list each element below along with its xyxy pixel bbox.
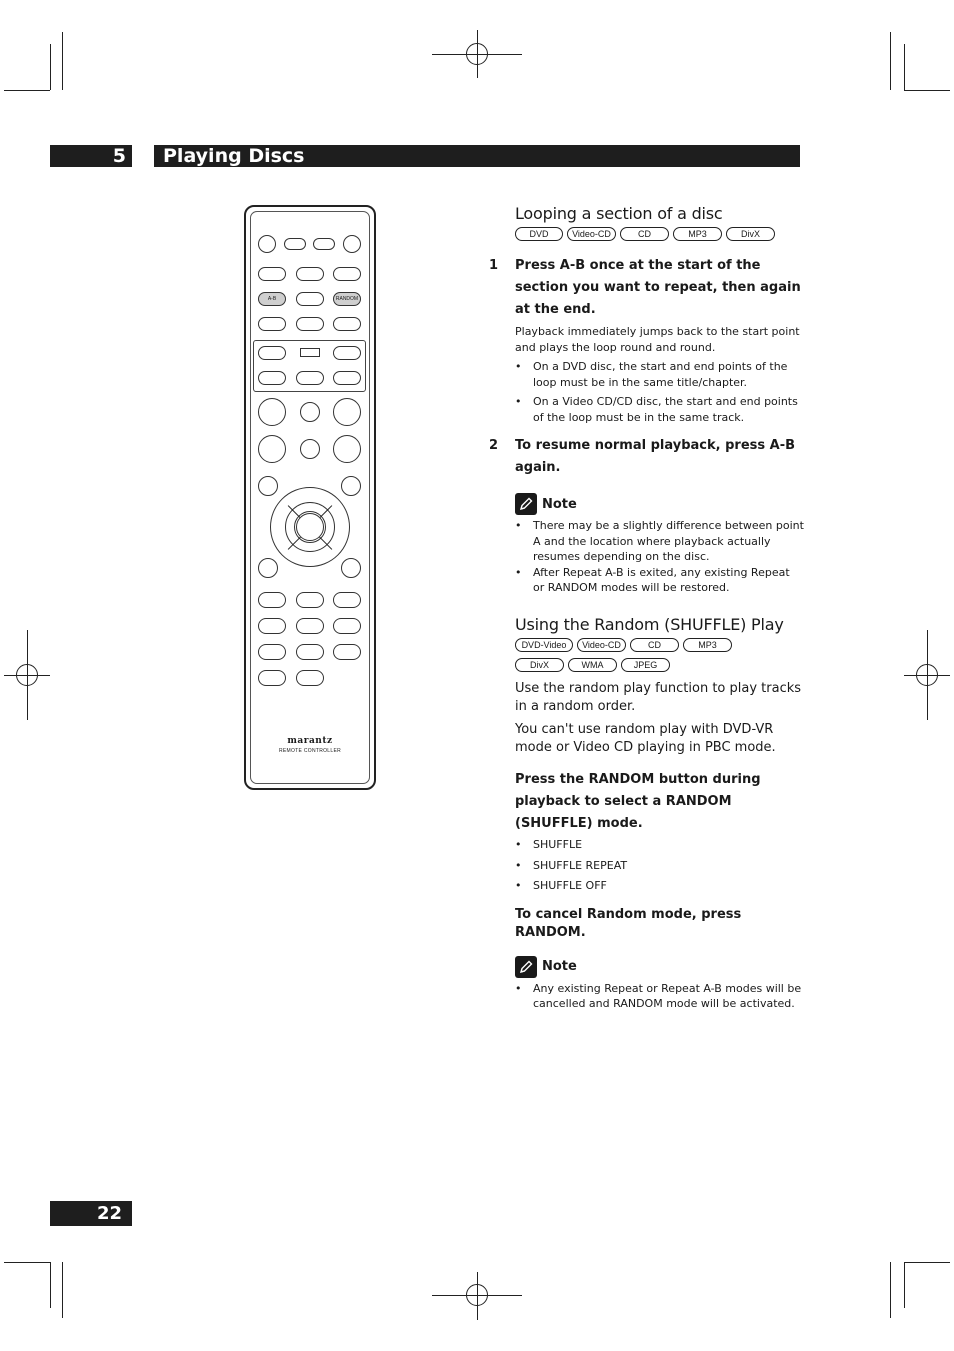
badge-cd: CD — [630, 638, 679, 652]
badge-video-cd: Video-CD — [577, 638, 626, 652]
loop-format-badges — [489, 227, 804, 241]
list-item: • After Repeat A-B is exited, any existing Repeat or RANDOM modes will be restored. — [515, 565, 804, 596]
list-item: • SHUFFLE OFF — [515, 878, 804, 894]
loop-section — [489, 204, 804, 596]
badge-divx: DivX — [515, 658, 564, 672]
remote-brand-logo: marantz — [287, 736, 333, 746]
badge-cd: CD — [620, 227, 669, 241]
badge-divx: DivX — [726, 227, 775, 241]
note-label: Note — [542, 496, 577, 512]
badge-dvd-video: DVD-Video — [515, 638, 573, 652]
list-item: • SHUFFLE REPEAT — [515, 858, 804, 874]
random-section — [489, 615, 804, 1012]
list-item: • On a DVD disc, the start and end points of the loop must be in the same title/chapter. — [515, 359, 804, 390]
chapter-number: 5 — [50, 145, 132, 167]
random-note-heading — [489, 956, 804, 978]
step-number: 1 — [489, 258, 499, 273]
random-cancel: To cancel Random mode, press RANDOM. — [515, 906, 742, 940]
badge-mp3: MP3 — [673, 227, 722, 241]
pencil-icon — [515, 493, 537, 515]
random-para-2: You can't use random play with DVD-VR mode or Video CD playing in PBC mode. — [515, 722, 776, 755]
random-note-bullets — [489, 981, 804, 1012]
list-item: • On a Video CD/CD disc, the start and end points of the loop must be in the same track. — [515, 394, 804, 425]
loop-step-2 — [489, 435, 804, 479]
badge-mp3: MP3 — [683, 638, 732, 652]
step-number: 2 — [489, 438, 499, 453]
loop-step-1 — [489, 255, 804, 321]
list-item: • Any existing Repeat or Repeat A-B modes will be cancelled and RANDOM mode will be activated. — [515, 981, 804, 1012]
badge-jpeg: JPEG — [621, 658, 670, 672]
pencil-icon — [515, 956, 537, 978]
random-instruction: Press the RANDOM button during playback to select a RANDOM (SHUFFLE) mode. — [515, 772, 761, 831]
loop-note-bullets — [489, 518, 804, 596]
random-button: RANDOM — [333, 292, 361, 306]
step-text: Press A-B once at the start of the section you want to repeat, then again at the end. — [515, 258, 801, 317]
random-format-badges-row1 — [489, 638, 804, 652]
remote-brand-sub: REMOTE CONTROLLER — [278, 748, 342, 754]
loop-section-title: Looping a section of a disc — [515, 204, 723, 223]
badge-video-cd: Video-CD — [567, 227, 616, 241]
chapter-title: Playing Discs — [154, 145, 800, 167]
badge-wma: WMA — [568, 658, 617, 672]
random-para-1: Use the random play function to play tracks in a random order. — [515, 681, 802, 714]
list-item: • SHUFFLE — [515, 837, 804, 853]
badge-dvd: DVD — [515, 227, 563, 241]
list-item: • There may be a slightly difference between point A and the location where playback actually resumes depending on the disc. — [515, 518, 804, 565]
random-modes-list — [489, 837, 804, 894]
loop-note-heading — [489, 493, 804, 515]
step-text: To resume normal playback, press A-B again. — [515, 438, 796, 475]
note-label: Note — [542, 959, 577, 974]
random-section-title: Using the Random (SHUFFLE) Play — [515, 615, 784, 634]
loop-step-1-body: Playback immediately jumps back to the start point and plays the loop round and round. — [515, 325, 800, 354]
page-number: 22 — [50, 1201, 132, 1226]
ab-button: A-B — [258, 292, 286, 306]
loop-step-1-bullets — [489, 359, 804, 425]
random-format-badges-row2 — [489, 658, 804, 672]
